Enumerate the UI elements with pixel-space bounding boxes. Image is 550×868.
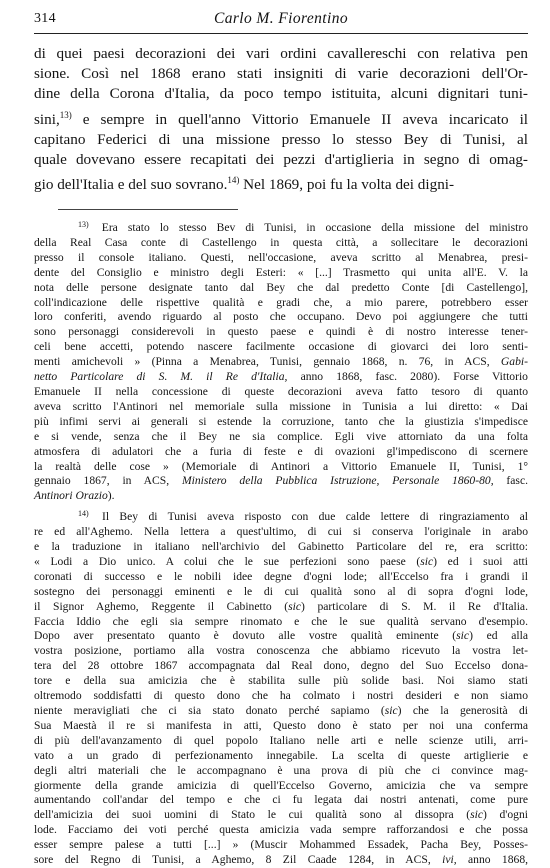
footnote-line: loro conferiti, avendo riguardo al posto che occupano. Devo poi aggiungere che tutti	[34, 310, 528, 324]
sic-mark: sic	[470, 808, 484, 822]
text-fragment: Nel 1869, poi fu la volta dei digni-	[243, 176, 455, 194]
footnote-line: degli altri materiali che le accompagnano è una prova di più che ci convince mag-	[34, 763, 528, 777]
footnote-separator	[58, 209, 238, 210]
text-fragment: anno 1868,	[468, 853, 529, 867]
footnote-line	[34, 629, 528, 644]
text-line: dine della Corona d'Italia, da poco tempo istituita, alcuni dignitari tuni-	[34, 85, 528, 103]
text-fragment: ) che la generosità di	[397, 704, 529, 717]
archive-title: Gabi-	[500, 355, 528, 369]
archive-reference: ivi,	[442, 853, 457, 867]
footnote-line	[34, 218, 528, 236]
footnote-line: sostegno dei personaggi eminenti e le di cui qualità sono al di sopra d'ogni lode,	[34, 584, 528, 598]
archive-title: Particolare di S. M. il Re d'Italia,	[70, 370, 288, 384]
footnote-line: lode. Facciamo dei voti perché questa amicizia vada sempre rafforzandosi e che possa	[34, 823, 528, 837]
text-line: di quei paesi decorazioni dei vari ordini cavallereschi con relativa pen	[34, 45, 528, 62]
text-fragment: ) ed alla	[469, 629, 528, 643]
running-head	[34, 9, 528, 31]
sic-mark: sic	[456, 629, 470, 643]
footnote-line	[34, 704, 528, 719]
text-fragment: ) ed i suoi atti	[433, 554, 528, 568]
footnote-line: vato a un grado di perfezionamento innegabile. La scelta di queste artiglierie e	[34, 748, 528, 762]
footnote-line: Faccia Iddio che egli sia sempre rinomato e che le sue qualità servano d'esempio.	[34, 614, 528, 628]
footnote-line: aumentando coll'andar del tempo e che ci fu legata dai nostri antenati, come pure	[34, 793, 528, 807]
footnote-line: esser sempre palese a tutti [...] » (Muscir Mohammed Essadek, Pacha Bey, Posses-	[34, 838, 528, 852]
footnote-line: atmosfera di adulatori che a furia di feste e di ovazioni gl'impediscono di scernere	[34, 444, 528, 458]
text-fragment: fasc.	[506, 474, 528, 488]
running-head-title: Carlo M. Fiorentino	[213, 10, 349, 27]
text-line: capitano Federici di una missione presso lo stesso Bey di Tunisi, al	[34, 130, 528, 148]
footnote-line: e si vende, senza che il Bey ne sia complice. Egli vive attorniato da una folta	[34, 429, 528, 443]
sic-mark: sic	[288, 599, 302, 613]
footnote-line: di più dell'avanzamento di quel popolo Italiano nelle arti e nelle scienze utili, arri-	[34, 733, 528, 747]
sic-mark: sic	[384, 704, 398, 717]
footnote-line	[34, 808, 528, 823]
text-fragment: sore del Regno di Tunisi, a Aghemo, 8 Zil Caade 1284, in ACS,	[34, 853, 431, 867]
footnote-line: nota delle persone designate tanto dal Bey che dal predetto Conte [di Castellengo],	[34, 280, 528, 294]
footnote-reference-14: 14)	[227, 175, 240, 186]
text-fragment: gio dell'Italia e del suo sovrano.	[34, 176, 228, 194]
footnote-line	[34, 853, 528, 868]
footnote-line	[34, 600, 528, 615]
text-fragment: ) particolare di S. M. il Re d'Italia.	[301, 599, 528, 613]
text-fragment: menti amichevoli » (Pinna a Menabrea, Tunisi, gennaio 1868, n. 76, in ACS,	[34, 355, 490, 369]
footnote-line: re ed all'Aghemo. Nella lettera a quest'ultimo, di cui si conserva l'originale in arabo	[34, 525, 528, 539]
footnote-line: della Real Casa conte di Castellengo in questa città, a sollecitare le decorazioni	[34, 235, 528, 249]
footnote-line: Sua Maestà il re si manifesta in atti, Questo dono è stato per noi una conferma	[34, 718, 528, 732]
header-rule	[34, 33, 528, 34]
footnote-line: dente del Consiglio e ministro degli Esteri: « [...] Trasmetto qui unita all'E. V. la	[34, 265, 528, 279]
text-fragment: dell'amicizia dei suoi uomini di Stato le cui qualità sono al dissopra (	[34, 808, 471, 822]
footnote-14	[34, 507, 528, 868]
footnote-line	[34, 555, 528, 570]
footnote-line: più infimi servi ai generali si estende la corruzione, tanto che la giustizia s'impedisce	[34, 414, 528, 428]
text-fragment: niente meravigliati che ci sia stato donato perché sapiamo (	[34, 704, 385, 717]
footnote-line	[34, 489, 528, 504]
footnote-line	[34, 474, 528, 489]
footnote-line: la realtà delle cose » (Memoriale di Antinori a Vittorio Emanuele II, Tunisi, 1°	[34, 459, 528, 473]
footnote-line: celi bene accetti, potendo nascere facilmente occasione di giovarci dei loro senti-	[34, 340, 528, 354]
archive-title: netto	[34, 370, 58, 384]
text-fragment: ) d'ogni	[483, 808, 528, 822]
main-text	[34, 44, 528, 195]
text-line	[34, 170, 528, 195]
footnote-line: oltremodo soddisfatti di questo dono che ha colmato i nostri desideri e non siamo	[34, 689, 528, 703]
footnote-line	[34, 355, 528, 370]
text-fragment: sini,	[34, 110, 60, 128]
page-number: 314	[34, 11, 56, 26]
footnotes	[34, 218, 528, 868]
footnote-line: presso il console italiano. Questi, nell'occasione, aveva scritto al Menabrea, presi-	[34, 250, 528, 264]
footnote-line: e la traduzione in italiano nell'archivio del Gabinetto Particolare del re, era scritto:	[34, 540, 528, 554]
text-line: sione. Così nel 1868 erano stati insigniti di varie decorazioni dell'Or-	[34, 65, 528, 83]
footnote-line	[34, 370, 528, 385]
footnote-line: tera del 28 ottobre 1867 accompagnata dal Real dono, degno del Suo Eccelso dona-	[34, 659, 528, 673]
archive-title: Ministero della Pubblica Istruzione, Personale 1860-80,	[181, 474, 494, 488]
archive-title: Antinori Orazio	[34, 489, 108, 503]
text-fragment: Il Bey di Tunisi aveva risposto con due calde lettere di ringraziamento al	[102, 510, 528, 524]
footnote-line	[34, 507, 528, 525]
footnote-line: coronati di successo e le nobili idee degne d'ogni lode; all'Eccelso fra i grandi il	[34, 569, 528, 583]
footnote-marker: 14)	[78, 509, 89, 519]
text-fragment: ).	[107, 489, 115, 503]
text-fragment: Dopo aver presentato quanto è dovuto alle vostre qualità eminente (	[34, 629, 457, 643]
footnote-marker: 13)	[78, 220, 89, 229]
text-fragment: « Lodi a Dio unico. A colui che le sue perfezioni sono paese (	[34, 554, 421, 568]
footnote-line: coll'indicazione delle rispettive qualità e gradi che, a mio parere, potrebbero esser	[34, 295, 528, 309]
footnote-line: vostra posizione, portiamo alla vostra conoscenza che abbiamo ricevuto la vostra let-	[34, 644, 528, 658]
footnote-13	[34, 218, 528, 504]
footnote-line: Emanuele II nella concessione di queste decorazioni aveva fatto tesoro di quanto	[34, 384, 528, 398]
footnote-line: aveva scritto l'Antinori nel memoriale sulla missione in Tunisia a lui diretto: « Dai	[34, 399, 528, 413]
footnote-line: giormente della grande amicizia di quell'Eccelso Governo, amicizia che va sempre	[34, 778, 528, 792]
text-fragment: il Signor Aghemo, Reggente il Cabinetto (	[34, 599, 289, 613]
footnote-line: tore e della sua amicizia che è stabilita sulle più solide basi. Noi siamo stati	[34, 674, 528, 688]
text-line: quale dovevano essere recapitati dei pezzi d'artiglieria in segno di omag-	[34, 151, 528, 169]
footnote-reference-13: 13)	[59, 109, 72, 120]
text-line	[34, 105, 528, 130]
text-fragment: Era stato lo stesso Bev di Tunisi, in occasione della missione del ministro	[101, 221, 528, 234]
text-fragment: anno 1868, fasc. 2080). Forse Vittorio	[300, 370, 528, 384]
sic-mark: sic	[420, 554, 434, 568]
text-fragment: e sempre in quell'anno Vittorio Emanuele II aveva incaricato il	[82, 110, 529, 128]
text-fragment: gennaio 1867, in ACS,	[34, 474, 170, 488]
footnote-line: sono personaggi considerevoli in questo paese e quindi è di nostro interesse tener-	[34, 325, 528, 339]
